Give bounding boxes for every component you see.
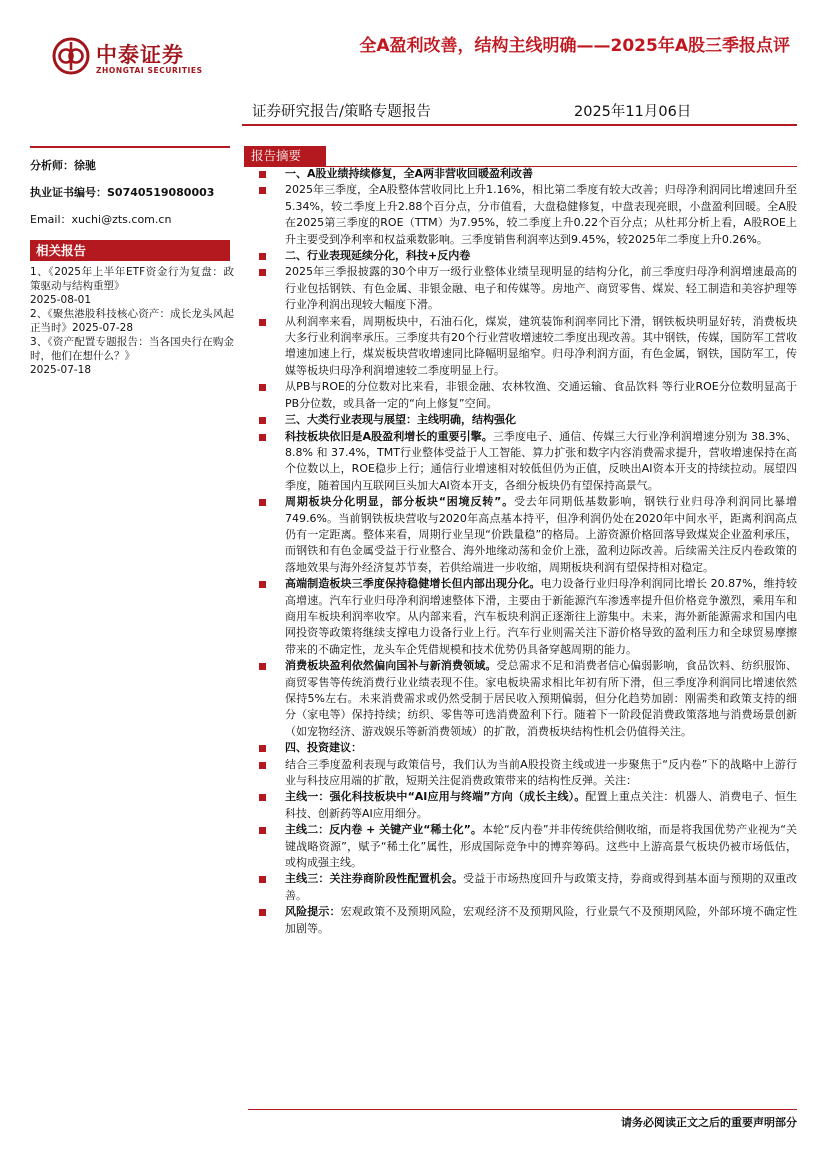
- paragraph-lead: 风险提示：: [285, 905, 341, 919]
- related-report-title: 1、《2025年上半年ETF资金行为复盘：政策驱动与结构重塑》: [30, 266, 234, 292]
- square-bullet-icon: [259, 794, 266, 801]
- paragraph: 周期板块分化明显，部分板块“困境反转”。受去年同期低基数影响，钢铁行业归母净利润同比暴增 749.6%。当前钢铁板块营收与2020年高点基本持平，但净利润仍处在2020年中间水平，距离利润高点仍有一定距离。整体来看，周期行业呈现“价跌量稳”的格局。上游资源价格回落导致煤炭企业盈利承压，而钢铁和有色金属受益于行业整合、海外地缘动荡和金价上涨，盈利边际改善。后续需关注反内卷政策的落地效果与海外经济复苏节奏，若供给端进一步收缩，周期板块利润有望保持相对稳定。: [248, 494, 797, 576]
- square-bullet-icon: [259, 581, 266, 588]
- related-report-date: 2025-07-28: [72, 322, 134, 334]
- license-number: S0740519080003: [107, 186, 215, 199]
- related-report-item[interactable]: [30, 265, 234, 307]
- related-reports-list: [30, 265, 234, 377]
- related-report-item[interactable]: [30, 335, 234, 377]
- report-date: 2025年11月06日: [574, 104, 692, 120]
- analyst-info: [30, 152, 240, 233]
- analyst-label: 分析师：: [30, 159, 74, 172]
- sidebar-divider: [30, 146, 230, 148]
- paragraph: 主线三：关注券商阶段性配置机会。受益于市场热度回升与政策支持，券商或得到基本面与预期的双重改善。: [248, 871, 797, 904]
- paragraph: 高端制造板块三季度保持稳健增长但内部出现分化。电力设备行业归母净利润同比增长 20.87%，维持较高增速。汽车行业归母净利润增速整体下滑，主要由于新能源汽车渗透率提升但价格竞争激烈，乘用车和商用车板块利润率收窄。从内部来看，汽车板块利润正逐渐往上游集中。未来，海外新能源需求和国内电网投资等政策将继续支撑电力设备行业上行。汽车行业则需关注下游价格导致的盈利压力和全球贸易摩擦带来的不确定性，龙头车企凭借规模和技术优势仍具备穿越周期的能力。: [248, 576, 797, 658]
- email-line: [30, 206, 240, 233]
- zhongtai-logo-icon: [52, 37, 90, 75]
- square-bullet-icon: [259, 499, 266, 506]
- report-title: 全A盈利改善，结构主线明确——2025年A股三季报点评: [359, 36, 790, 56]
- paragraph-lead: 主线一：强化科技板块中“AI应用与终端”方向（成长主线）。: [285, 790, 586, 804]
- related-report-item[interactable]: [30, 307, 234, 335]
- paragraph-lead: 周期板块分化明显，部分板块“困境反转”。: [285, 495, 514, 509]
- paragraph-lead: 主线三：关注券商阶段性配置机会。: [285, 872, 464, 886]
- paragraph: 风险提示：宏观政策不及预期风险，宏观经济不及预期风险，行业景气不及预期风险，外部环境不确定性加剧等。: [248, 904, 797, 937]
- paragraph: 2025年三季度，全A股整体营收同比上升1.16%，相比第二季度有较大改善；归母净利润同比增速回升至5.34%，较二季度上升2.88个百分点，分市值看，大盘稳健修复，中盘表现亮眼，小盘盈利回暖。全A股在2025第三季度的ROE（TTM）为7.95%，较二季度上升0.22个百分点；从杜邦分析上看，A股ROE上升主要受到净利率和权益乘数影响。三季度销售利润率达到9.45%，较2025年二季度上升0.26%。: [248, 182, 797, 248]
- square-bullet-icon: [259, 253, 266, 260]
- square-bullet-icon: [259, 417, 266, 424]
- footer-divider: [248, 1109, 797, 1110]
- paragraph: 主线二：反内卷 + 关键产业“稀土化”。本轮“反内卷”并非传统供给侧收缩，而是将我国优势产业视为“关键战略资源”，赋予“稀土化”属性，形成国际竞争中的博弈筹码。这些中上游高景气板块仍被市场低估，或构成强主线。: [248, 822, 797, 871]
- license-line: [30, 179, 240, 206]
- email-address[interactable]: xuchi@zts.com.cn: [71, 213, 172, 226]
- logo-name-en: ZHONGTAI SECURITIES: [96, 66, 203, 75]
- paragraph: 从利润率来看，周期板块中，石油石化，煤炭，建筑装饰利润率同比下滑，钢铁板块明显好转，消费板块大多行业利润率承压。三季度共有20个行业营收增速较二季度出现改善。其中钢铁，传媒，国防军工营收增速加速上行，煤炭板块营收增速同比降幅明显缩窄。归母净利润方面，有色金属，钢铁，国防军工，传媒等板块归母净利润增速较二季度明显上行。: [248, 314, 797, 380]
- square-bullet-icon: [259, 187, 266, 194]
- paragraph: 结合三季度盈利表现与政策信号，我们认为当前A股投资主线或进一步聚焦于“反内卷”下的战略中上游行业与科技应用端的扩散，短期关注促消费政策带来的结构性反弹。关注：: [248, 757, 797, 790]
- square-bullet-icon: [259, 827, 266, 834]
- square-bullet-icon: [259, 876, 266, 883]
- email-label: Email：: [30, 213, 72, 226]
- abstract-tab: 报告摘要: [244, 146, 326, 166]
- analyst-line: [30, 152, 240, 179]
- paragraph: 消费板块盈利依然偏向国补与新消费领域。受总需求不足和消费者信心偏弱影响，食品饮料、纺织服饰、商贸零售等传统消费行业业绩表现不佳。家电板块需求相比年初有所下滑，但三季度净利润同比增速依然保持5%左右。未来消费需求或仍然受制于居民收入预期偏弱，但分化趋势加剧：刚需类和政策支持的细分（家电等）保持持续；纺织、零售等可选消费盈利下行。随着下一阶段促消费政策落地与消费场景创新（如宠物经济、游戏娱乐等新消费领域）的扩散，消费板块结构性机会仍值得关注。: [248, 658, 797, 740]
- square-bullet-icon: [259, 762, 266, 769]
- footer-disclaimer: 请务必阅读正文之后的重要声明部分: [621, 1116, 797, 1129]
- square-bullet-icon: [259, 269, 266, 276]
- paragraph-lead: 高端制造板块三季度保持稳健增长但内部出现分化。: [285, 577, 541, 591]
- square-bullet-icon: [259, 434, 266, 441]
- paragraph-lead: 消费板块盈利依然偏向国补与新消费领域。: [285, 659, 497, 673]
- company-logo: [52, 37, 222, 77]
- report-category: 证券研究报告/策略专题报告: [252, 104, 431, 120]
- analyst-name: 徐驰: [74, 159, 96, 172]
- section-heading: 四、投资建议：: [248, 740, 797, 756]
- logo-name-cn: 中泰证券: [96, 43, 184, 67]
- paragraph: 从PB与ROE的分位数对比来看，非银金融、农林牧渔、交通运输、食品饮料 等行业ROE分位数明显高于PB分位数，或具备一定的“向上修复”空间。: [248, 379, 797, 412]
- header-divider: [242, 124, 797, 126]
- section-heading: 三、大类行业表现与展望：主线明确，结构强化: [248, 412, 797, 428]
- related-report-date: 2025-08-01: [30, 294, 92, 306]
- paragraph: 2025年三季报披露的30个申万一级行业整体业绩呈现明显的结构分化，前三季度归母净利润增速最高的行业包括钢铁、有色金属、非银金融、电子和传媒等。房地产、商贸零售、煤炭、轻工制造和美容护理等行业净利润出现较大幅度下滑。: [248, 264, 797, 313]
- related-report-title: 2、《聚焦港股科技核心资产：成长龙头风起正当时》: [30, 308, 234, 334]
- paragraph-lead: 科技板块依旧是A股盈利增长的重要引擎。: [285, 429, 493, 443]
- section-heading: 二、行业表现延续分化，科技+反内卷: [248, 248, 797, 264]
- section-heading: 一、A股业绩持续修复，全A两非营收回暖盈利改善: [248, 166, 797, 182]
- paragraph: 主线一：强化科技板块中“AI应用与终端”方向（成长主线）。配置上重点关注：机器人、消费电子、恒生科技、创新药等AI应用细分。: [248, 789, 797, 822]
- related-reports-title: 相关报告: [30, 240, 230, 261]
- paragraph-lead: 主线二：反内卷 + 关键产业“稀土化”。: [285, 823, 482, 837]
- square-bullet-icon: [259, 384, 266, 391]
- square-bullet-icon: [259, 171, 266, 178]
- square-bullet-icon: [259, 745, 266, 752]
- square-bullet-icon: [259, 319, 266, 326]
- square-bullet-icon: [259, 663, 266, 670]
- related-report-title: 3、《资产配置专题报告：当各国央行在购金时，他们在想什么？》: [30, 336, 234, 362]
- abstract-body: [248, 166, 797, 937]
- related-report-date: 2025-07-18: [30, 364, 92, 376]
- square-bullet-icon: [259, 909, 266, 916]
- paragraph: 科技板块依旧是A股盈利增长的重要引擎。三季度电子、通信、传媒三大行业净利润增速分别为 38.3%、8.8% 和 37.4%，TMT行业整体受益于人工智能、算力扩张和数字内容消费需求提升，营收增速保持在高个位数以上，ROE稳步上行；通信行业增速相对较低但仍为正值，反映出AI资本开支的持续拉动。展望四季度，随着国内互联网巨头加大AI资本开支，各细分板块仍有望保持高景气。: [248, 429, 797, 495]
- license-label: 执业证书编号：: [30, 186, 107, 199]
